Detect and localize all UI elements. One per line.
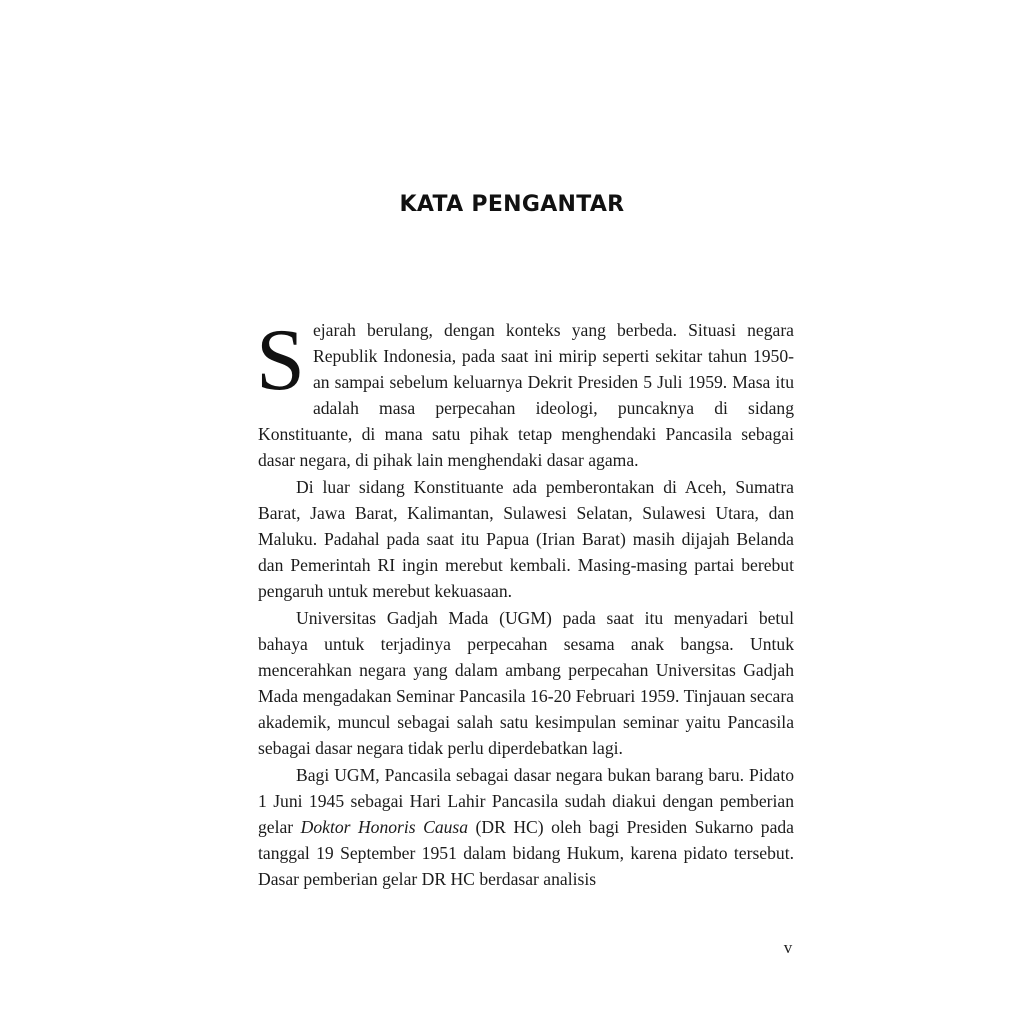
paragraph-3: Universitas Gadjah Mada (UGM) pada saat itu menyadari betul bahaya untuk terjadinya perpecahan sesama anak bangsa. Untuk mencerahkan negara yang dalam ambang perpecahan Universitas Gadjah Mada mengadakan Seminar Pancasila 16-20 Februari 1959. Tinjauan secara akademik, muncul sebagai salah satu kesimpulan seminar yaitu Pancasila sebagai dasar negara tidak perlu diperdebatkan lagi. xyxy=(258,607,794,758)
paragraph-1-text: ejarah berulang, dengan konteks yang berbeda. Situasi negara Republik Indonesia, pada saat ini mirip seperti sekitar tahun 1950-an sampai sebelum keluarnya Dekrit Presiden 5 Juli 1959. Masa itu adalah masa perpecahan ideologi, puncaknya di sidang Konstituante, di mana satu pihak tetap menghendaki Pancasila sebagai dasar negara, di pihak lain menghendaki dasar agama. xyxy=(258,320,794,470)
page-title: KATA PENGANTAR xyxy=(399,192,625,217)
italic-term: Doktor Honoris Causa xyxy=(300,816,469,837)
body-text xyxy=(256,312,794,894)
paragraph-2: Di luar sidang Konstituante ada pemberontakan di Aceh, Sumatra Barat, Jawa Barat, Kalimantan, Sulawesi Selatan, Sulawesi Utara, dan Maluku. Padahal pada saat itu Papua (Irian Barat) masih dijajah Belanda dan Pemerintah RI ingin merebut kembali. Masing-masing partai berebut pengaruh untuk merebut kekuasaan. xyxy=(258,476,794,601)
paragraph-4-text-end: (DR HC) oleh bagi Presiden Sukarno pada tanggal 19 September 1951 dalam bidang Hukum, karena pidato tersebut. Dasar pemberian gelar DR HC berdasar analisis xyxy=(258,816,794,889)
page-number: v xyxy=(783,938,793,957)
paragraph-4 xyxy=(258,763,794,893)
drop-cap: S xyxy=(256,312,305,409)
paragraph-1 xyxy=(256,312,794,473)
paragraph-4-text-start: Bagi UGM, Pancasila sebagai dasar negara bukan barang baru. Pidato 1 Juni 1945 sebagai Hari Lahir Pancasila sudah diakui dengan pemberian gelar xyxy=(258,764,794,837)
